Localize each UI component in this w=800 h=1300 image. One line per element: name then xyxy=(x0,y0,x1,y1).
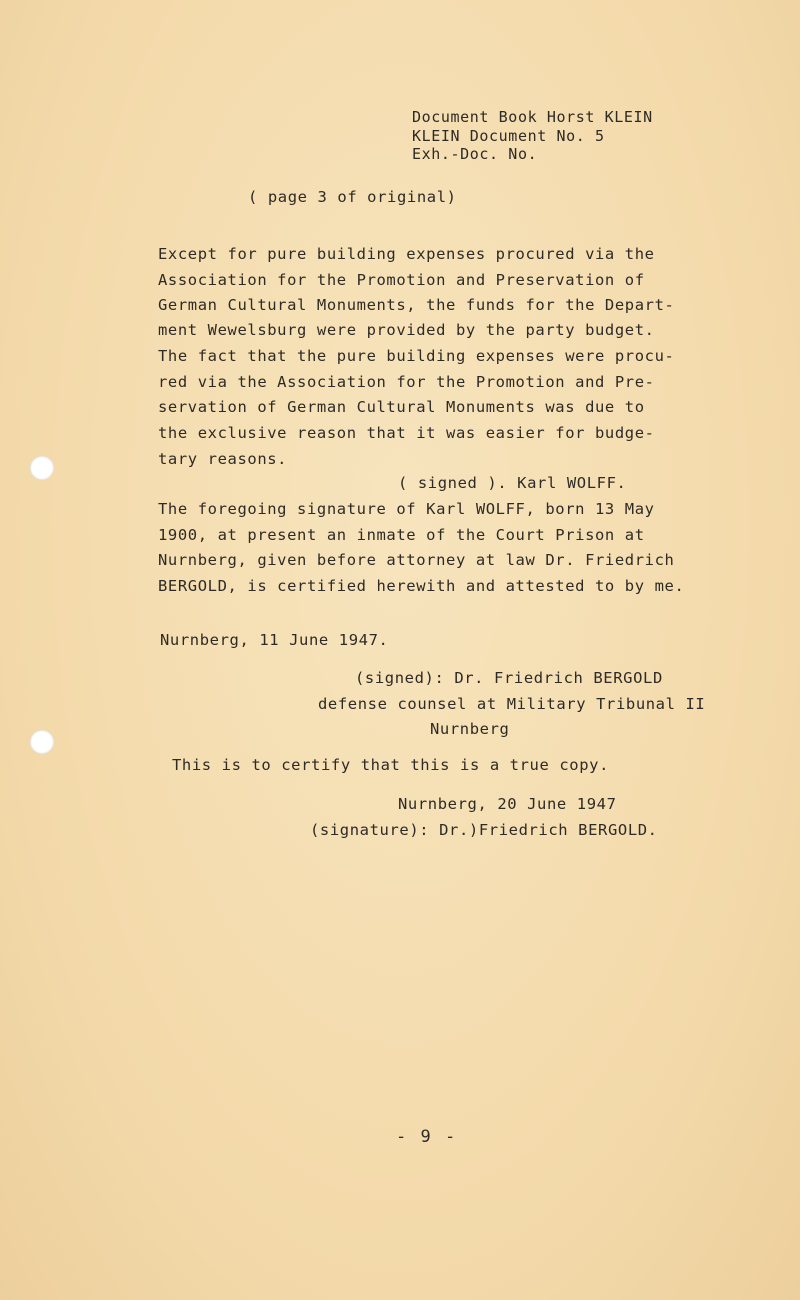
signature-bergold: (signed): Dr. Friedrich BERGOLD xyxy=(355,669,663,687)
body-line: Except for pure building expenses procured via the xyxy=(158,245,655,263)
body-line: Association for the Promotion and Preservation of xyxy=(158,271,645,289)
page-reference: ( page 3 of original) xyxy=(248,188,457,206)
body-line: tary reasons. xyxy=(158,450,288,468)
certification-line: Nurnberg, given before attorney at law Dr. Friedrich xyxy=(158,551,675,569)
header-line-3: Exh.-Doc. No. xyxy=(412,145,538,163)
counsel-city: Nurnberg xyxy=(430,720,510,738)
punch-hole-bottom xyxy=(30,730,54,754)
body-line: The fact that the pure building expenses were procu- xyxy=(158,347,675,365)
certification-line: The foregoing signature of Karl WOLFF, born 13 May xyxy=(158,500,655,518)
body-line: ment Wewelsburg were provided by the party budget. xyxy=(158,321,655,339)
signature-wolff: ( signed ). Karl WOLFF. xyxy=(398,474,627,492)
body-line: red via the Association for the Promotion and Pre- xyxy=(158,373,655,391)
certification-line: 1900, at present an inmate of the Court Prison at xyxy=(158,526,645,544)
header-line-1: Document Book Horst KLEIN xyxy=(412,108,653,126)
body-line: servation of German Cultural Monuments was due to xyxy=(158,398,645,416)
signature-certified-copy: (signature): Dr.)Friedrich BERGOLD. xyxy=(310,821,658,839)
certification-line: BERGOLD, is certified herewith and attested to by me. xyxy=(158,577,685,595)
body-line: German Cultural Monuments, the funds for the Depart- xyxy=(158,296,675,314)
body-line: the exclusive reason that it was easier for budge- xyxy=(158,424,655,442)
place-date-2: Nurnberg, 20 June 1947 xyxy=(398,795,617,813)
counsel-title: defense counsel at Military Tribunal II xyxy=(318,695,706,713)
page-number: - 9 - xyxy=(396,1127,458,1147)
true-copy-statement: This is to certify that this is a true copy. xyxy=(172,756,609,774)
header-line-2: KLEIN Document No. 5 xyxy=(412,127,605,145)
place-date-1: Nurnberg, 11 June 1947. xyxy=(160,631,389,649)
punch-hole-top xyxy=(30,456,54,480)
